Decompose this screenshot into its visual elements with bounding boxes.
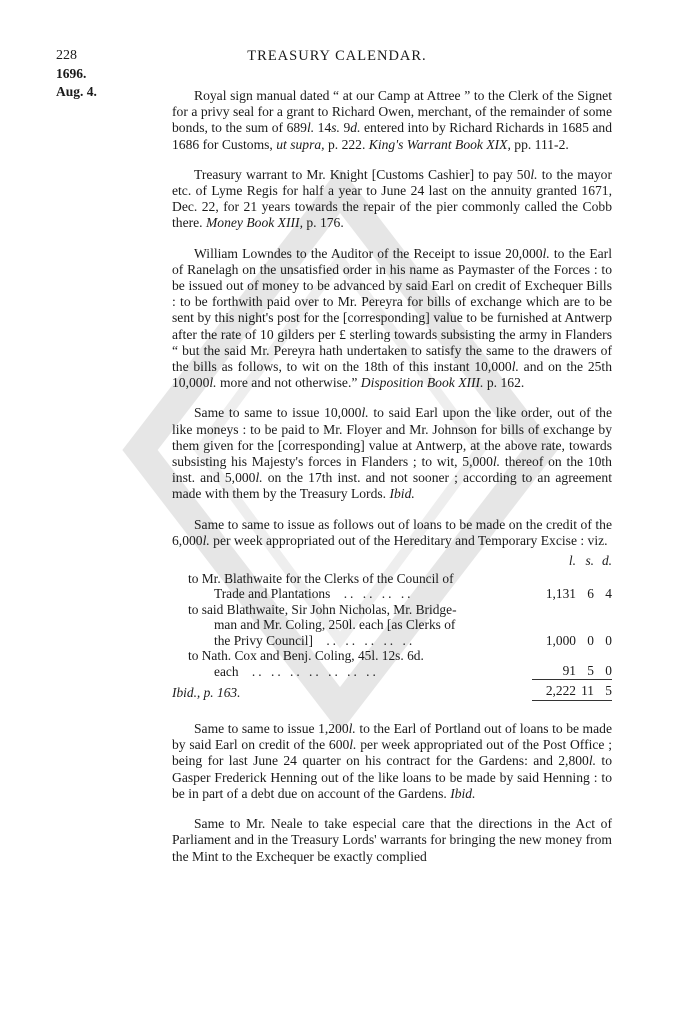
ledger-row: to said Blathwaite, Sir John Nicholas, Mr. Bridge- man and Mr. Coling, 250l. each [as Clerks of the Privy Council] .. .. .. .. .. 1,000 0 0 [188,601,612,648]
col-pence: d. [601,553,612,569]
col-shillings: s. [585,553,594,569]
col-pounds: l. [568,553,576,569]
ledger-row: to Nath. Cox and Benj. Coling, 45l. 12s. 6d. each .. .. .. .. .. .. .. 91 5 0 [188,648,612,679]
ledger-table [172,553,612,701]
ledger-row: to Mr. Blathwaite for the Clerks of the Council of Trade and Plantations .. .. .. .. 1,131 6 4 [188,570,612,602]
body-text [172,88,612,879]
entry-lowndes-issue: William Lowndes to the Auditor of the Receipt to issue 20,000l. to the Earl of Ranelagh on the unsatisfied order in his name as Paymaster of the Forces : to be issued out of money to be advanced by said Earl on credit of Exchequer Bills : to be forthwith paid over to Mr. Pereyra for bills of exchange which are to be sent by this night's post for the [corresponding] value to be furnished at Antwerp after the rate of 10 gilders per £ sterling towards subsisting the army in Flanders “ but the said Mr. Pereyra hath undertaken to satisfy the same to the drawers of the bills as follows, to wit on the 18th of this instant 10,000l. and on the 25th 10,000l. more and not otherwise.” Disposition Book XIII. p. 162. [172,245,612,391]
page-number: 228 [56,48,77,63]
ledger-ibid: Ibid., p. 163. [172,685,241,701]
entry-neale-mint: Same to Mr. Neale to take especial care that the directions in the Act of Parliament and in the Treasury Lords' warrants for bringing the new money from the Mint to the Exchequer be exactly complied [172,816,612,864]
ledger-header-row [172,553,612,571]
margin-year: 1696. [56,66,87,81]
entry-portland-gardens: Same to same to issue 1,200l. to the Earl of Portland out of loans to be made by said Earl on credit of the 600l. per week appropriated out of the Post Office ; being for last June 24 quarter on his contract for the Gardens: and 2,800l. to Gasper Frederick Henning out of the like loans to be made by said Henning : to be in part of a debt due on account of the Gardens. Ibid. [172,721,612,801]
margin-date: Aug. 4. [56,84,97,99]
entry-treasury-warrant: Treasury warrant to Mr. Knight [Customs Cashier] to pay 50l. to the mayor etc. of Lyme Regis for half a year to June 24 last on the annuity granted 1671, Dec. 22, for 21 years towards the repair of the pier commonly called the Cobb there. Money Book XIII, p. 176. [172,166,612,231]
entry-same-to-same-loans: Same to same to issue as follows out of loans to be made on the credit of the 6,000l. per week appropriated out of the Hereditary and Temporary Excise : viz. [172,516,612,548]
ledger-total-row: Ibid., p. 163. 2,222 11 5 [172,679,612,701]
entry-same-to-same-10000: Same to same to issue 10,000l. to said Earl upon the like order, out of the like moneys : to be paid to Mr. Floyer and Mr. Johnson for bills of exchange by them given for the [corresponding] value at Antwerp, at the above rate, towards subsisting his Majesty's forces in Flanders ; to wit, 5,000l. thereof on the 10th inst. and 5,000l. on the 17th inst. and not sooner ; according to an agreement made with them by the Treasury Lords. Ibid. [172,405,612,502]
entry-royal-sign-manual: Royal sign manual dated “ at our Camp at Attree ” to the Clerk of the Signet for a privy seal for a grant to Richard Owen, merchant, of the remainder of some bonds, to the sum of 689l. 14s. 9d. entered into by Richard Richards in 1685 and 1686 for Customs, ut supra, p. 222. King's Warrant Book XIX, pp. 111-2. [172,88,613,152]
running-head: TREASURY CALENDAR. [247,48,427,64]
